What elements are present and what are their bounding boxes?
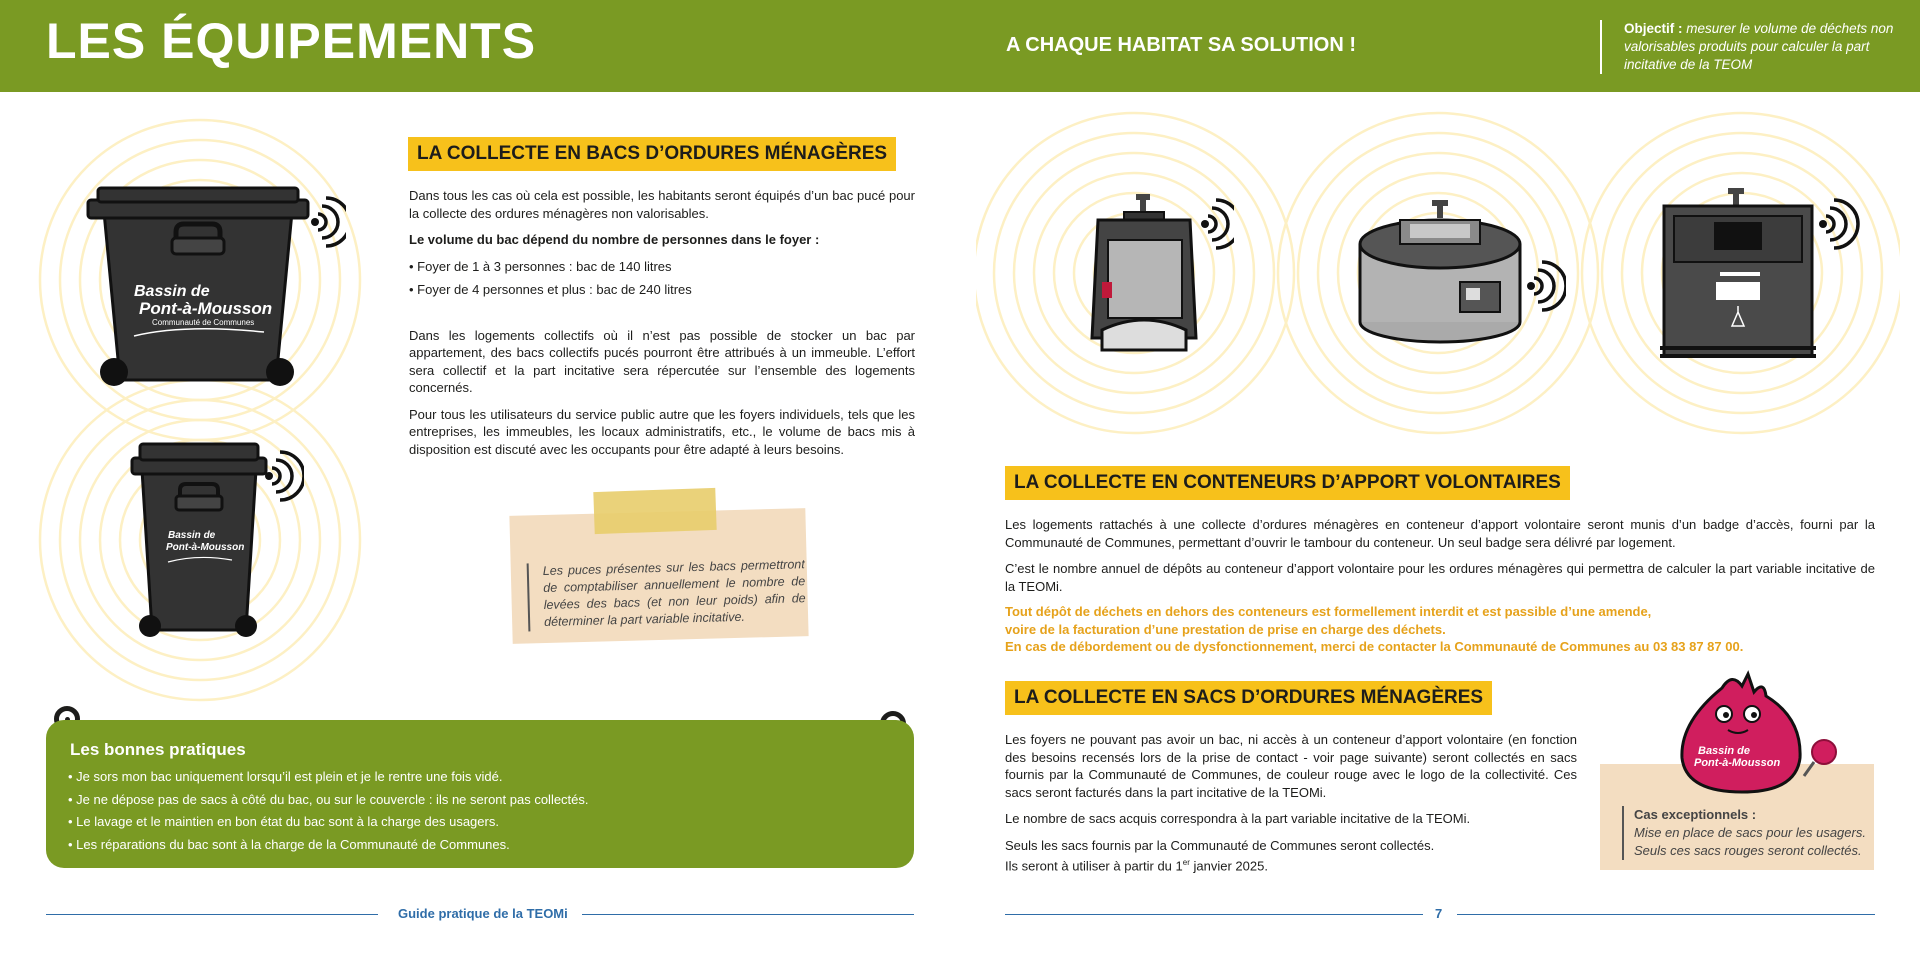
good-practice-item: • Les réparations du bac sont à la charge de la Communauté de Communes. <box>68 836 510 852</box>
objective-text: mesurer le volume de déchets non valorisables produits pour calculer la part incitative de la TEOM <box>1624 21 1894 72</box>
svg-text:Pont-à-Mousson: Pont-à-Mousson <box>1694 757 1781 769</box>
footer-line-left-b <box>582 914 914 915</box>
heading-collecte-conteneurs: LA COLLECTE EN CONTENEURS D’APPORT VOLONTAIRES <box>1005 466 1570 500</box>
bin-logo-line2: Pont-à-Mousson <box>139 299 273 318</box>
good-practices-box <box>46 720 914 868</box>
good-practice-item: • Je sors mon bac uniquement lorsqu’il est plein et je le rentre une fois vidé. <box>68 769 503 784</box>
footer-line-right-b <box>1457 914 1875 915</box>
conteneurs-warning-line2: voire de la facturation d’une prestation de prise en charge des déchets. <box>1005 621 1446 637</box>
tape-decoration <box>593 488 716 534</box>
footer-page-number: 7 <box>1435 906 1443 921</box>
sacs-paragraph-3b: Ils seront à utiliser à partir du 1 <box>1005 858 1183 874</box>
sacs-paragraph-2: Le nombre de sacs acquis correspondra à la part variable incitative de la TEOMi. <box>1005 811 1471 826</box>
objective-label: Objectif : <box>1624 21 1683 36</box>
sacs-superscript: er <box>1182 858 1190 867</box>
note-cas-title: Cas exceptionnels : <box>1634 807 1757 822</box>
heading-collecte-sacs: LA COLLECTE EN SACS D’ORDURES MÉNAGÈRES <box>1005 681 1492 715</box>
footer-guide-title: Guide pratique de la TEOMi <box>398 906 568 921</box>
note-cas-exceptionnels-text <box>1622 806 1866 860</box>
section-bacs-text <box>409 187 915 467</box>
footer-line-right-a <box>1005 914 1423 915</box>
good-practice-item: • Le lavage et le maintien en bon état du bac sont à la charge des usagers. <box>68 814 499 829</box>
svg-text:Pont-à-Mousson: Pont-à-Mousson <box>166 542 245 553</box>
note-cas-line1: Mise en place de sacs pour les usagers. <box>1634 825 1866 840</box>
conteneurs-warning <box>1005 603 1875 656</box>
conteneurs-warning-line3: En cas de débordement ou de dysfonctionnement, merci de contacter la Communauté de Communes au 03 83 87 87 00. <box>1005 639 1744 654</box>
bin-140l-illustration <box>128 440 304 640</box>
container-3-illustration <box>1660 186 1860 366</box>
bacs-paragraph-2: Le volume du bac dépend du nombre de personnes dans le foyer : <box>409 232 820 247</box>
red-bag-illustration <box>1672 668 1812 796</box>
bacs-paragraph-1: Dans tous les cas où cela est possible, les habitants seront équipés d’un bac pucé pour la collecte des ordures ménagères non valorisables. <box>409 188 915 221</box>
container-1-illustration <box>1084 190 1234 360</box>
conteneurs-warning-line1: Tout dépôt de déchets en dehors des conteneurs est formellement interdit et est passible d’une amende, <box>1005 604 1652 619</box>
svg-text:Bassin de: Bassin de <box>168 530 216 541</box>
bin-240l-illustration <box>84 184 346 394</box>
sacs-paragraph-3c: janvier 2025. <box>1189 858 1268 874</box>
section-conteneurs-text <box>1005 516 1875 656</box>
note-puces-text: Les puces présentes sur les bacs permettront de comptabiliser annuellement le nombre de levées des bacs (et non leur poids) afin de déterminer la part variable incitative. <box>527 556 807 631</box>
sacs-paragraph-3 <box>1005 837 1577 875</box>
page-subtitle: A CHAQUE HABITAT SA SOLUTION ! <box>1006 34 1356 56</box>
good-practices-list <box>68 766 589 856</box>
header-bar <box>0 0 1920 92</box>
bacs-bullet-2: • Foyer de 4 personnes et plus : bac de 240 litres <box>409 282 692 297</box>
container-2-illustration <box>1356 198 1566 348</box>
bacs-paragraph-4: Pour tous les utilisateurs du service public autre que les foyers individuels, tels que les entreprises, les immeubles, les locaux administratifs, etc., le volume de bacs mis à disposition est discuté avec les occupants pour être adapté à leurs besoins. <box>409 406 915 457</box>
conteneurs-paragraph-2: C’est le nombre annuel de dépôts au conteneur d’apport volontaire pour les ordures ménagères qui permettra de calculer la part variable incitative de la TEOMi. <box>1005 561 1875 594</box>
conteneurs-paragraph-1: Les logements rattachés à une collecte d’ordures ménagères en conteneur d’apport volontaire seront munis d’un badge d’accès, fourni par la Communauté de Communes, permettant d’ouvrir le tambour du conteneur. Un seul badge sera délivré par logement. <box>1005 517 1875 550</box>
objective-box <box>1600 20 1904 74</box>
heading-collecte-bacs: LA COLLECTE EN BACS D’ORDURES MÉNAGÈRES <box>408 137 896 171</box>
bin-logo-line1: Bassin de <box>134 283 210 300</box>
bacs-bullet-1: • Foyer de 1 à 3 personnes : bac de 140 litres <box>409 258 672 274</box>
footer-line-left-a <box>46 914 378 915</box>
bacs-paragraph-3: Dans les logements collectifs où il n’est pas possible de stocker un bac par appartement, des bacs collectifs pucés pourront être attribués à un immeuble. L’effort sera collectif et la part incitative sera répercutée sur l’ensemble des logements concernés. <box>409 327 915 395</box>
svg-text:Bassin de: Bassin de <box>1698 745 1750 757</box>
sacs-paragraph-1: Les foyers ne pouvant pas avoir un bac, ni accès à un conteneur d’apport volontaire (en fonction des besoins recensés lors de la prise de contact - voir page suivante) seront collectés en sacs fournis par la Communauté de Communes, de couleur rouge avec le logo de la collectivité. Ces sacs seront facturés dans la part incitative de la TEOMi. <box>1005 732 1577 800</box>
bin-logo-line3: Communauté de Communes <box>152 318 255 327</box>
section-sacs-text <box>1005 731 1577 884</box>
sacs-paragraph-3a: Seuls les sacs fournis par la Communauté de Communes seront collectés. <box>1005 837 1435 853</box>
good-practice-item: • Je ne dépose pas de sacs à côté du bac, ou sur le couvercle : ils ne seront pas collectés. <box>68 791 589 807</box>
push-pin-icon <box>1800 736 1840 782</box>
note-cas-line2: Seuls ces sacs rouges seront collectés. <box>1634 843 1862 858</box>
good-practices-title: Les bonnes pratiques <box>70 740 246 759</box>
page-title: LES ÉQUIPEMENTS <box>46 13 537 69</box>
